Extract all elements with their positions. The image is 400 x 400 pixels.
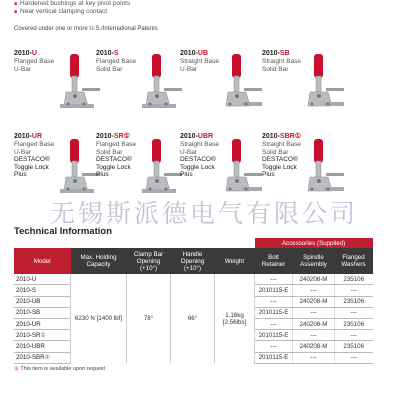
spindle-cell: 240208-M: [293, 318, 335, 329]
bolt-retainer-cell: ---: [255, 341, 293, 352]
toggle-clamp-icon: [54, 52, 102, 120]
product-description: Solid Bar: [262, 65, 289, 73]
product-feature: Toggle Lock: [14, 163, 49, 171]
product-code-prefix: 2010-: [96, 50, 114, 57]
product-code-prefix: 2010-: [96, 133, 114, 140]
feature-bullet: ■ Hardened bushings at key pivot points: [14, 0, 130, 8]
model-cell: [14, 330, 71, 341]
product-description: U-Bar: [14, 65, 31, 73]
product-feature: Toggle Lock: [180, 163, 215, 171]
model-cell: [14, 352, 71, 363]
model-cell: [14, 318, 71, 329]
product-feature: DESTACO®: [180, 156, 216, 163]
clamp-bar-cell: 78°: [127, 274, 171, 363]
product-code-suffix: UBR: [197, 133, 214, 140]
washer-cell: ---: [335, 352, 373, 363]
product-code-suffix: SR: [113, 133, 124, 140]
spindle-cell: 240208-M: [293, 341, 335, 352]
model-name: 2010-SB: [16, 309, 41, 317]
product-card: [180, 50, 270, 145]
product-description: Solid Bar: [96, 65, 123, 73]
footnote-text: This item is available upon request: [20, 366, 106, 372]
patent-note: Covered under one or more U.S./International Patents: [14, 26, 158, 32]
product-feature: Plus: [96, 171, 109, 178]
request-mark-icon: ①: [40, 331, 46, 339]
model-cell: [14, 285, 71, 296]
product-description: Solid Bar: [262, 148, 289, 156]
request-mark-icon: ①: [294, 133, 301, 140]
washer-cell: 235106: [335, 318, 373, 329]
model-cell: [14, 341, 71, 352]
product-code-suffix: SB: [279, 50, 290, 57]
washer-cell: 235106: [335, 341, 373, 352]
model-name: 2010-UB: [16, 298, 41, 306]
model-cell: [14, 296, 71, 307]
header-model: Model: [14, 248, 71, 274]
product-code-suffix: UB: [197, 50, 209, 57]
product-code-prefix: 2010-: [180, 133, 198, 140]
spindle-cell: ---: [293, 285, 335, 296]
product-code-suffix: U: [31, 50, 37, 57]
washer-cell: ---: [335, 330, 373, 341]
washer-cell: ---: [335, 307, 373, 318]
toggle-clamp-icon: [216, 52, 264, 120]
weight-cell: 1,16kg [2.56lbs]: [215, 274, 255, 363]
model-name: 2010-UR: [16, 320, 41, 328]
bolt-retainer-cell: ---: [255, 274, 293, 285]
model-cell: [14, 307, 71, 318]
model-name: 2010-SBR: [16, 354, 45, 362]
bolt-retainer-cell: ---: [255, 296, 293, 307]
product-feature: Toggle Lock: [262, 163, 297, 171]
product-description: Flanged Base: [14, 58, 55, 65]
spindle-cell: 240208-M: [293, 296, 335, 307]
footnote-icon: ①: [14, 366, 19, 372]
spindle-cell: ---: [293, 330, 335, 341]
technical-table: [14, 238, 373, 364]
accessories-header: Accessories (Supplied): [255, 238, 373, 248]
bolt-retainer-cell: 2010115-E: [255, 285, 293, 296]
model-name: 2010-SR: [16, 331, 41, 339]
product-description: Straight Base: [180, 58, 220, 65]
feature-bullet: ■ Near vertical clamping contact: [14, 8, 130, 16]
washer-cell: ---: [335, 285, 373, 296]
product-code-prefix: 2010-: [14, 50, 32, 57]
spindle-cell: 240208-M: [293, 274, 335, 285]
product-description: Flanged Base: [96, 141, 137, 148]
footnote: [14, 366, 105, 372]
handle-cell: 66°: [171, 274, 215, 363]
washer-cell: 235106: [335, 274, 373, 285]
request-mark-icon: ①: [44, 354, 51, 362]
toggle-clamp-icon: [136, 52, 184, 120]
product-code-prefix: 2010-: [14, 133, 32, 140]
product-description: U-Bar: [180, 148, 197, 156]
header-handle: Handle Opening (+10°): [171, 248, 215, 274]
section-title: Technical Information: [14, 226, 113, 237]
header-spindle: Spindle Assembly: [293, 248, 335, 274]
product-code-suffix: SBR: [279, 133, 295, 140]
product-code-prefix: 2010-: [262, 50, 280, 57]
capacity-cell: 6230 N [1400 lbf]: [71, 274, 127, 363]
bolt-retainer-cell: ---: [255, 318, 293, 329]
bolt-retainer-cell: 2010115-E: [255, 307, 293, 318]
product-feature: DESTACO®: [262, 156, 298, 163]
product-code-prefix: 2010-: [262, 133, 280, 140]
model-name: 2010-UBR: [16, 342, 45, 350]
product-feature: DESTACO®: [96, 156, 132, 163]
product-code-suffix: S: [113, 50, 119, 57]
header-clamp-bar: Clamp Bar Opening (+10°): [127, 248, 171, 274]
product-card: [96, 50, 186, 145]
watermark-text: 无锡斯派德电气有限公司: [50, 199, 359, 228]
spindle-cell: ---: [293, 352, 335, 363]
product-description: U-Bar: [14, 148, 31, 156]
product-feature: DESTACO®: [14, 156, 50, 163]
product-description: Straight Base: [180, 141, 220, 148]
model-cell: [14, 274, 71, 285]
header-weight: Weight: [215, 248, 255, 274]
product-card: [14, 50, 104, 145]
product-card: [262, 50, 352, 145]
product-description: Flanged Base: [96, 58, 137, 65]
feature-bullets: [14, 0, 130, 16]
header-bolt: Bolt Retainer: [255, 248, 293, 274]
table-spacer: [14, 238, 255, 248]
product-feature: Plus: [180, 171, 193, 178]
product-description: Flanged Base: [14, 141, 55, 148]
product-description: Straight Base: [262, 141, 302, 148]
product-feature: Plus: [262, 171, 275, 178]
header-capacity: Max. Holding Capacity: [71, 248, 127, 274]
request-mark-icon: ①: [123, 133, 130, 140]
washer-cell: 235106: [335, 296, 373, 307]
table-row: [14, 274, 373, 285]
product-feature: Toggle Lock: [96, 163, 131, 171]
model-name: 2010-U: [16, 275, 37, 283]
product-code-prefix: 2010-: [180, 50, 198, 57]
product-code-suffix: UR: [31, 133, 43, 140]
product-description: U-Bar: [180, 65, 197, 73]
product-description: Straight Base: [262, 58, 302, 65]
spindle-cell: ---: [293, 307, 335, 318]
bolt-retainer-cell: 2010115-E: [255, 330, 293, 341]
model-name: 2010-S: [16, 286, 36, 294]
toggle-clamp-icon: [298, 52, 346, 120]
bolt-retainer-cell: 2010115-E: [255, 352, 293, 363]
header-washer: Flanged Washers: [335, 248, 373, 274]
product-description: Solid Bar: [96, 148, 123, 156]
product-feature: Plus: [14, 171, 27, 178]
